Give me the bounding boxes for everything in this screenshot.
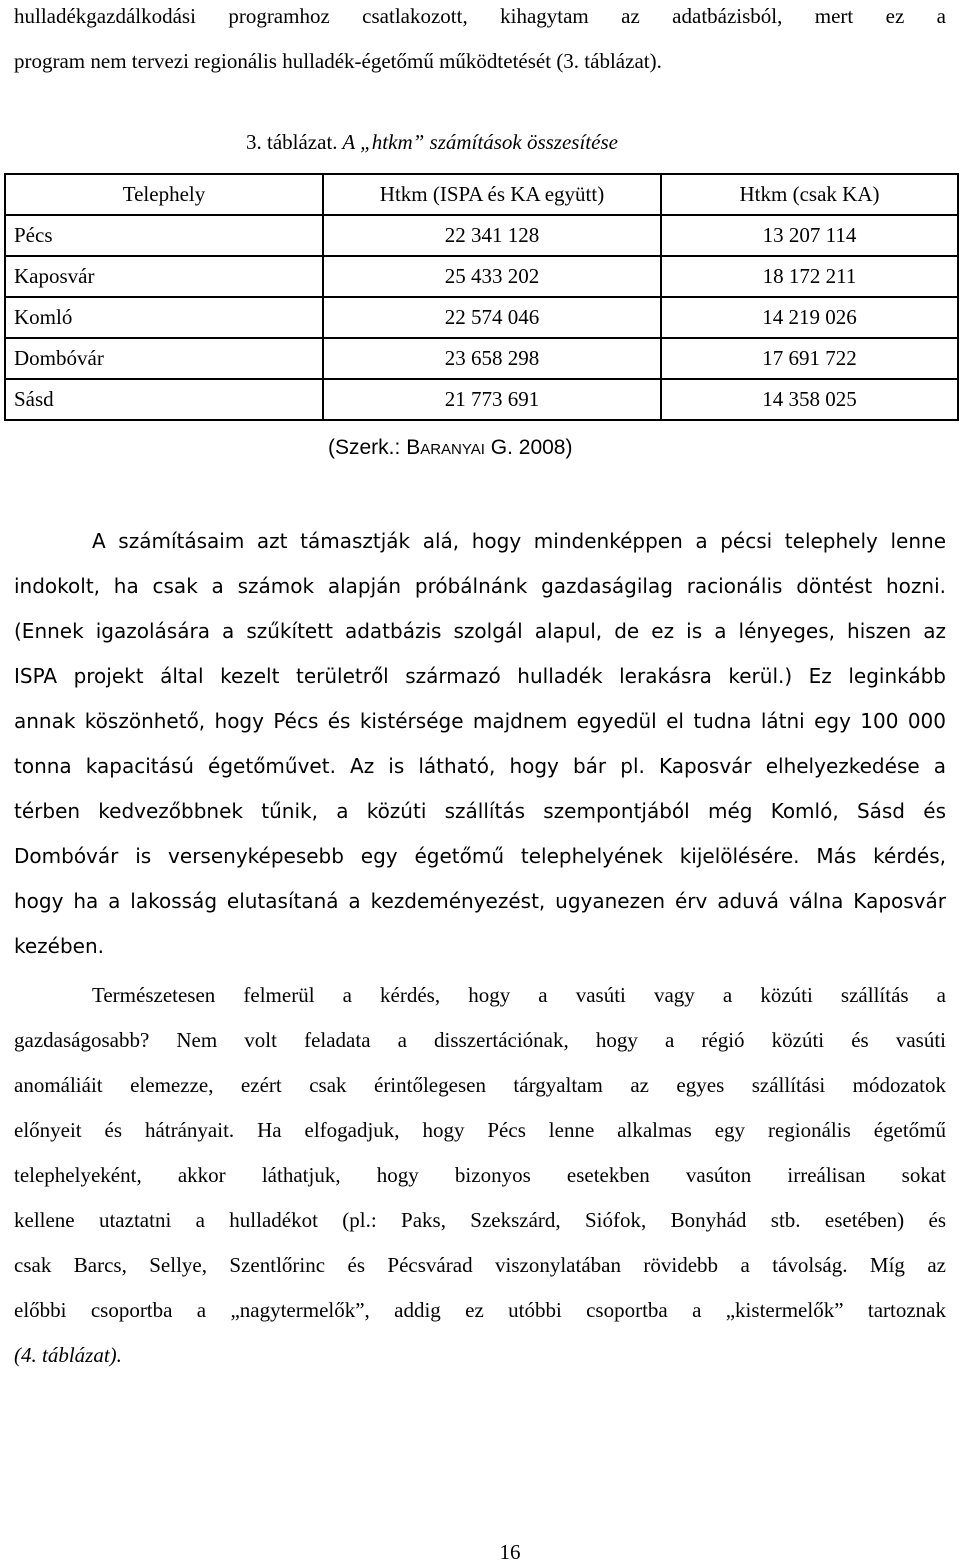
table-cell-both: 22 341 128: [323, 215, 661, 256]
source-suffix: 2008): [512, 436, 573, 459]
table-cell-site: Sásd: [5, 379, 323, 420]
text-line: indokolt, ha csak a számok alapján próbálnánk gazdaságilag racionális döntést hozni.: [14, 574, 946, 598]
table-row: [5, 297, 958, 338]
table-source: [328, 436, 572, 460]
text-line: kellene utaztatni a hulladékot (pl.: Paks, Szekszárd, Siófok, Bonyhád stb. esetében) és: [14, 1208, 946, 1232]
paragraph-1: [14, 519, 946, 969]
text-line: anomáliáit elemezze, ezért csak érintőlegesen tárgyaltam az egyes szállítási módozatok: [14, 1073, 946, 1097]
column-header: Htkm (csak KA): [661, 174, 958, 215]
table-cell-both: 21 773 691: [323, 379, 661, 420]
text-line: annak köszönhető, hogy Pécs és kistérsége majdnem egyedül el tudna látni egy 100 000: [14, 709, 946, 733]
table-header-row: [5, 174, 958, 215]
page-number: 16: [499, 1540, 521, 1564]
table-cell-ka: 17 691 722: [661, 338, 958, 379]
table-cell-both: 23 658 298: [323, 338, 661, 379]
table-caption: [246, 130, 618, 155]
text-line: (Ennek igazolására a szűkített adatbázis szolgál alapul, de ez is a lényeges, hiszen az: [14, 619, 946, 643]
table-cell-ka: 14 219 026: [661, 297, 958, 338]
table-cell-site: Pécs: [5, 215, 323, 256]
table-cell-site: Komló: [5, 297, 323, 338]
htkm-table: [4, 173, 959, 421]
table-row: [5, 338, 958, 379]
text-line: hogy ha a lakosság elutasítaná a kezdeményezést, ugyanezen érv aduvá válna Kaposvár: [14, 889, 946, 913]
intro-paragraph: [14, 0, 946, 84]
table-cell-ka: 13 207 114: [661, 215, 958, 256]
table-cell-ka: 18 172 211: [661, 256, 958, 297]
text-line: (4. táblázat).: [14, 1343, 122, 1367]
text-line: tonna kapacitású égetőművet. Az is látható, hogy bár pl. Kaposvár elhelyezkedése a: [14, 754, 946, 778]
text-line: térben kedvezőbbnek tűnik, a közúti szállítás szempontjából még Komló, Sásd és: [14, 799, 946, 823]
table-cell-both: 25 433 202: [323, 256, 661, 297]
text-line: előnyeit és hátrányait. Ha elfogadjuk, hogy Pécs lenne alkalmas egy regionális égetőmű: [14, 1118, 946, 1142]
column-header: Telephely: [5, 174, 323, 215]
table-cell-both: 22 574 046: [323, 297, 661, 338]
text-line: program nem tervezi regionális hulladék-égetőmű működtetését (3. táblázat).: [14, 49, 662, 73]
table-cell-site: Kaposvár: [5, 256, 323, 297]
text-line: Természetesen felmerül a kérdés, hogy a vasúti vagy a közúti szállítás a: [92, 983, 946, 1007]
text-line: gazdaságosabb? Nem volt feladata a disszertációnak, hogy a régió közúti és vasúti: [14, 1028, 946, 1052]
text-line: telephelyeként, akkor láthatjuk, hogy bizonyos esetekben vasúton irreálisan sokat: [14, 1163, 946, 1187]
source-author: Baranyai G.: [406, 436, 513, 459]
text-line: Dombóvár is versenyképesebb egy égetőmű telephelyének kijelölésére. Más kérdés,: [14, 844, 946, 868]
table-cell-site: Dombóvár: [5, 338, 323, 379]
table-row: [5, 256, 958, 297]
text-line: kezében.: [14, 934, 105, 958]
table-caption-title: A „htkm” számítások összesítése: [337, 130, 618, 154]
text-line: hulladékgazdálkodási programhoz csatlakozott, kihagytam az adatbázisból, mert ez a: [14, 4, 946, 28]
text-line: ISPA projekt által kezelt területről származó hulladék lerakásra kerül.) Ez leginkább: [14, 664, 946, 688]
table-caption-prefix: 3. táblázat.: [246, 130, 338, 154]
text-line: előbbi csoportba a „nagytermelők”, addig ez utóbbi csoportba a „kistermelők” tartoznak: [14, 1298, 946, 1322]
paragraph-2: [14, 973, 946, 1378]
table-row: [5, 379, 958, 420]
table-row: [5, 215, 958, 256]
text-line: A számításaim azt támasztják alá, hogy mindenképpen a pécsi telephely lenne: [92, 529, 946, 553]
column-header: Htkm (ISPA és KA együtt): [323, 174, 661, 215]
source-prefix: (Szerk.:: [328, 436, 407, 459]
text-line: csak Barcs, Sellye, Szentlőrinc és Pécsvárad viszonylatában rövidebb a távolság. Míg az: [14, 1253, 946, 1277]
table-cell-ka: 14 358 025: [661, 379, 958, 420]
